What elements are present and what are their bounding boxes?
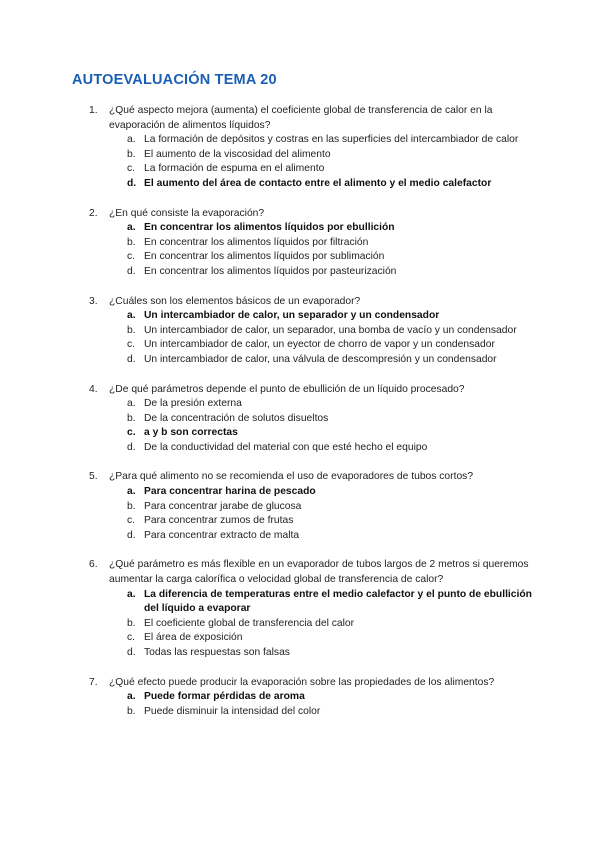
question-text: ¿Qué aspecto mejora (aumenta) el coeficiente global de transferencia de calor en la evaporación de alimentos líquidos? [109,105,493,131]
correct-answer-option [72,221,532,236]
option-letter: a. [127,486,136,498]
option-text: El aumento del área de contacto entre el alimento y el medio calefactor [144,177,492,189]
option-letter: d. [127,647,136,658]
question-item [72,470,532,543]
answer-option [72,162,532,177]
question-item [72,558,532,660]
answer-option [72,441,532,456]
option-text: En concentrar los alimentos líquidos por pasteurización [144,265,397,277]
answer-option [72,397,532,412]
option-text: El coeficiente global de transferencia del calor [144,617,355,629]
option-letter: a. [127,134,136,146]
option-text: Para concentrar jarabe de glucosa [144,500,302,512]
option-text: En concentrar los alimentos líquidos por ebullición [144,222,395,234]
option-text: La formación de depósitos y costras en las superficies del intercambiador de calor [144,134,519,146]
option-letter: b. [127,236,136,248]
option-letter: c. [127,427,136,439]
answer-option [72,514,532,529]
option-letter: d. [127,353,136,365]
option-list [72,485,532,543]
option-text: Todas las respuestas son falsas [144,647,290,658]
option-letter: c. [127,339,136,351]
option-list [72,221,532,279]
option-list [72,309,532,367]
option-text: Un intercambiador de calor, un eyector de chorro de vapor y un condensador [144,339,495,351]
question-text: ¿Para qué alimento no se recomienda el uso de evaporadores de tubos cortos? [109,471,474,483]
question-number: 4. [89,383,98,395]
question-text: ¿De qué parámetros depende el punto de ebullición de un líquido procesado? [109,383,465,395]
question-list [72,104,532,734]
question-text: ¿Qué parámetro es más flexible en un evaporador de tubos largos de 2 metros si queremos aumentar la carga calorífica o velocidad global de transferencia de calor? [109,559,529,586]
option-letter: b. [127,500,136,512]
option-letter: b. [127,617,136,629]
option-text: La diferencia de temperaturas entre el medio calefactor y el punto de ebullición del líquido a evaporar [144,588,532,615]
correct-answer-option [72,177,532,192]
option-letter: c. [127,163,136,175]
question-item [72,676,532,720]
question-row [72,295,532,310]
answer-option [72,148,532,163]
question-item [72,383,532,456]
answer-option [72,500,532,515]
option-letter: b. [127,324,136,336]
option-text: Un intercambiador de calor, una válvula de descompresión y un condensador [144,353,497,365]
option-letter: a. [127,691,136,703]
question-row [72,558,532,587]
question-item [72,104,532,192]
option-list [72,133,532,191]
answer-option [72,250,532,265]
answer-option [72,133,532,148]
question-number: 6. [89,559,98,571]
answer-option [72,646,532,661]
option-list [72,588,532,661]
page-title: AUTOEVALUACIÓN TEMA 20 [72,72,277,88]
option-text: a y b son correctas [144,427,238,439]
option-text: De la concentración de solutos disueltos [144,412,329,424]
question-row [72,207,532,222]
answer-option [72,705,532,720]
option-letter: a. [127,310,136,322]
option-text: Puede formar pérdidas de aroma [144,691,305,703]
question-number: 7. [89,676,98,688]
option-text: En concentrar los alimentos líquidos por filtración [144,236,369,248]
option-letter: b. [127,148,136,160]
correct-answer-option [72,690,532,705]
question-item [72,295,532,368]
question-text: ¿En qué consiste la evaporación? [109,207,265,219]
option-text: El área de exposición [144,632,243,644]
correct-answer-option [72,309,532,324]
option-text: En concentrar los alimentos líquidos por sublimación [144,251,385,263]
option-letter: d. [127,441,136,453]
answer-option [72,324,532,339]
option-text: Un intercambiador de calor, un separador y un condensador [144,310,440,322]
correct-answer-option [72,426,532,441]
question-text: ¿Qué efecto puede producir la evaporación sobre las propiedades de los alimentos? [109,676,495,688]
option-text: Un intercambiador de calor, un separador, una bomba de vacío y un condensador [144,324,517,336]
question-row [72,676,532,691]
option-text: Puede disminuir la intensidad del color [144,705,321,717]
answer-option [72,529,532,544]
answer-option [72,353,532,368]
correct-answer-option [72,485,532,500]
question-row [72,104,532,133]
answer-option [72,412,532,427]
answer-option [72,617,532,632]
option-text: Para concentrar extracto de malta [144,529,300,541]
option-list [72,397,532,455]
question-number: 1. [89,105,98,116]
option-text: La formación de espuma en el alimento [144,163,325,175]
option-letter: c. [127,251,136,263]
option-letter: c. [127,515,136,527]
option-letter: a. [127,588,136,600]
option-letter: b. [127,705,136,717]
option-letter: d. [127,265,136,277]
answer-option [72,338,532,353]
answer-option [72,631,532,646]
option-text: Para concentrar harina de pescado [144,486,316,498]
option-letter: a. [127,222,136,234]
option-text: De la conductividad del material con que esté hecho el equipo [144,441,428,453]
question-item [72,207,532,280]
option-letter: d. [127,529,136,541]
correct-answer-option [72,588,532,617]
question-number: 5. [89,471,98,483]
option-letter: b. [127,412,136,424]
question-row [72,470,532,485]
question-row [72,383,532,398]
option-text: El aumento de la viscosidad del alimento [144,148,331,160]
answer-option [72,236,532,251]
option-text: Para concentrar zumos de frutas [144,515,294,527]
option-letter: d. [127,177,137,189]
answer-option [72,265,532,280]
option-letter: c. [127,632,136,644]
question-number: 3. [89,295,98,307]
option-letter: a. [127,398,136,410]
question-text: ¿Cuáles son los elementos básicos de un evaporador? [109,295,361,307]
option-text: De la presión externa [144,398,242,410]
question-number: 2. [89,207,98,219]
option-list [72,690,532,719]
